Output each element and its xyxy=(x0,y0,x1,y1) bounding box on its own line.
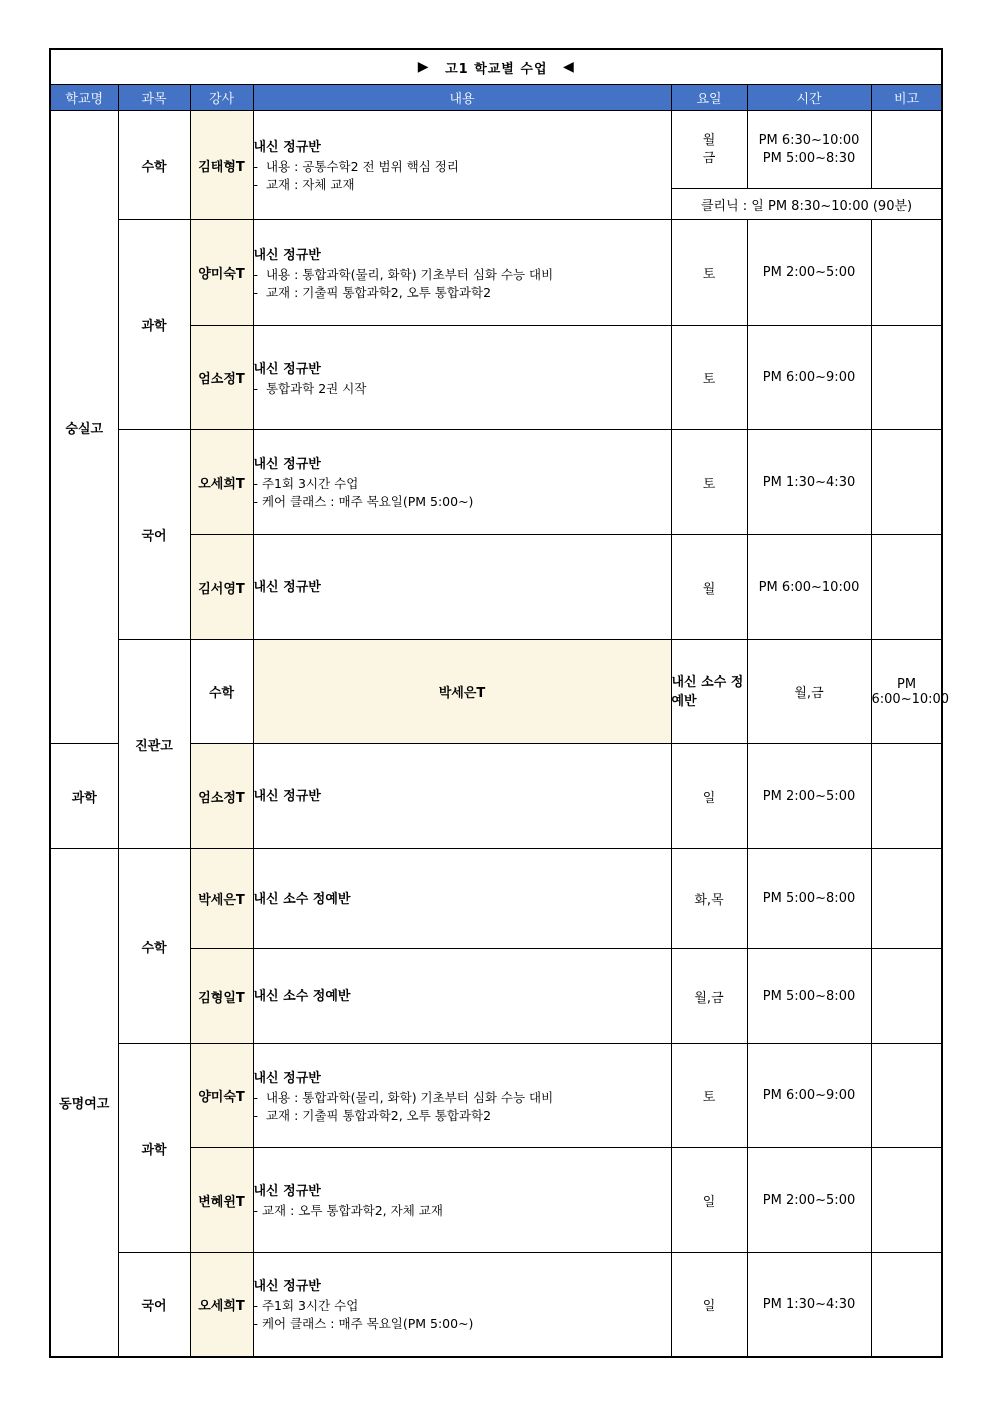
class-day: 화,목 xyxy=(671,849,747,949)
class-time: PM 2:00~5:00 xyxy=(747,744,871,849)
class-content xyxy=(253,849,671,949)
subject-name: 과학 xyxy=(118,1044,190,1253)
class-time: PM 5:00~8:00 xyxy=(747,949,871,1044)
class-day: 일 xyxy=(671,1253,747,1357)
class-time: PM 6:00~9:00 xyxy=(747,326,871,430)
teacher-name: 박세은T xyxy=(190,849,253,949)
class-title: 내신 정규반 xyxy=(253,1184,321,1199)
class-title: 내신 정규반 xyxy=(253,361,321,377)
subject-name: 국어 xyxy=(118,430,190,640)
teacher-name: 박세은T xyxy=(253,640,671,744)
class-time: PM 6:00~10:00 xyxy=(871,640,942,744)
triangle-left-icon: ◀ xyxy=(563,59,575,75)
class-detail: - 교재 : 기출픽 통합과학2, 오투 통합과학2 xyxy=(253,1107,492,1123)
note-cell xyxy=(871,220,942,326)
teacher-name: 양미숙T xyxy=(190,1044,253,1148)
class-time: PM 6:00~9:00 xyxy=(747,1044,871,1148)
clinic-info: 클리닉 : 일 PM 8:30~10:00 (90분) xyxy=(671,189,942,220)
class-title: 내신 정규반 xyxy=(253,140,321,155)
teacher-name: 엄소정T xyxy=(190,326,253,430)
class-content xyxy=(253,535,671,640)
class-detail: - 케어 클래스 : 매주 목요일(PM 5:00~) xyxy=(253,1316,474,1332)
header-subject: 과목 xyxy=(118,85,190,111)
table-row xyxy=(50,220,942,326)
class-day xyxy=(671,111,747,189)
table-row xyxy=(50,1253,942,1357)
class-day: 토 xyxy=(671,1044,747,1148)
class-title: 내신 정규반 xyxy=(253,247,321,263)
class-content xyxy=(253,326,671,430)
note-cell xyxy=(871,1253,942,1357)
class-time: PM 2:00~5:00 xyxy=(747,220,871,326)
table-row xyxy=(50,1044,942,1148)
note-cell xyxy=(871,1044,942,1148)
class-detail: - 내용 : 공통수학2 전 범위 핵심 정리 xyxy=(253,159,459,174)
class-content xyxy=(253,1253,671,1357)
header-note: 비고 xyxy=(871,85,942,111)
teacher-name: 변혜윈T xyxy=(190,1148,253,1253)
day-value: 월 xyxy=(702,132,716,148)
subject-name: 과학 xyxy=(50,744,118,849)
teacher-name: 양미숙T xyxy=(190,220,253,326)
class-time: PM 1:30~4:30 xyxy=(747,1253,871,1357)
note-cell xyxy=(871,430,942,535)
class-detail: - 내용 : 통합과학(물리, 화학) 기초부터 심화 수능 대비 xyxy=(253,266,554,282)
class-content xyxy=(253,220,671,326)
class-detail: - 통합과학 2권 시작 xyxy=(253,380,367,396)
class-title: 내신 정규반 xyxy=(253,789,321,804)
table-row xyxy=(50,640,942,744)
school-name: 진관고 xyxy=(118,640,190,849)
class-day: 월 xyxy=(671,535,747,640)
class-time xyxy=(747,111,871,189)
table-row xyxy=(50,111,942,189)
class-day: 토 xyxy=(671,326,747,430)
time-value: PM 6:30~10:00 xyxy=(758,132,860,148)
class-day: 토 xyxy=(671,430,747,535)
note-cell xyxy=(871,111,942,189)
table-row xyxy=(50,430,942,535)
teacher-name: 오세희T xyxy=(190,1253,253,1357)
subject-name: 수학 xyxy=(190,640,253,744)
note-cell xyxy=(871,744,942,849)
class-day: 토 xyxy=(671,220,747,326)
teacher-name: 김태형T xyxy=(190,111,253,220)
subject-name: 수학 xyxy=(118,849,190,1044)
class-time: PM 2:00~5:00 xyxy=(747,1148,871,1253)
page-title: 고1 학교별 수업 xyxy=(445,61,548,77)
class-content xyxy=(253,430,671,535)
class-content xyxy=(671,640,747,744)
class-title: 내신 정규반 xyxy=(253,1070,321,1086)
class-content xyxy=(253,1044,671,1148)
class-title: 내신 소수 정예반 xyxy=(671,675,744,709)
class-detail: - 내용 : 통합과학(물리, 화학) 기초부터 심화 수능 대비 xyxy=(253,1089,554,1105)
class-time: PM 6:00~10:00 xyxy=(747,535,871,640)
note-cell xyxy=(871,849,942,949)
class-title: 내신 소수 정예반 xyxy=(253,891,351,907)
class-day: 일 xyxy=(671,1148,747,1253)
class-title: 내신 정규반 xyxy=(253,457,321,472)
header-school: 학교명 xyxy=(50,85,118,111)
header-time: 시간 xyxy=(747,85,871,111)
class-day: 월,금 xyxy=(747,640,871,744)
class-detail: - 교재 : 오투 통합과학2, 자체 교재 xyxy=(253,1203,443,1218)
teacher-name: 오세희T xyxy=(190,430,253,535)
class-title: 내신 정규반 xyxy=(253,580,321,595)
header-teacher: 강사 xyxy=(190,85,253,111)
class-content xyxy=(253,111,671,220)
table-title xyxy=(50,49,942,85)
class-detail: - 케어 클래스 : 매주 목요일(PM 5:00~) xyxy=(253,494,474,509)
note-cell xyxy=(871,535,942,640)
class-day: 일 xyxy=(671,744,747,849)
subject-name: 수학 xyxy=(118,111,190,220)
class-content xyxy=(253,1148,671,1253)
class-title: 내신 소수 정예반 xyxy=(253,989,351,1004)
class-detail: - 교재 : 기출픽 통합과학2, 오투 통합과학2 xyxy=(253,284,492,300)
subject-name: 과학 xyxy=(118,220,190,430)
class-time: PM 5:00~8:00 xyxy=(747,849,871,949)
day-value: 금 xyxy=(702,150,716,166)
class-detail: - 주1회 3시간 수업 xyxy=(253,1298,359,1314)
note-cell xyxy=(871,949,942,1044)
class-detail: - 교재 : 자체 교재 xyxy=(253,177,355,192)
class-day: 월,금 xyxy=(671,949,747,1044)
note-cell xyxy=(871,326,942,430)
class-title: 내신 정규반 xyxy=(253,1279,321,1295)
teacher-name: 김형일T xyxy=(190,949,253,1044)
teacher-name: 김서영T xyxy=(190,535,253,640)
class-content xyxy=(253,744,671,849)
teacher-name: 엄소정T xyxy=(190,744,253,849)
class-detail: - 주1회 3시간 수업 xyxy=(253,476,359,491)
school-name: 동명여고 xyxy=(50,849,118,1357)
school-name: 숭실고 xyxy=(50,111,118,744)
schedule-table xyxy=(49,48,950,1358)
header-content: 내용 xyxy=(253,85,671,111)
time-value: PM 5:00~8:30 xyxy=(762,150,856,166)
subject-name: 국어 xyxy=(118,1253,190,1357)
class-time: PM 1:30~4:30 xyxy=(747,430,871,535)
header-row xyxy=(50,85,942,111)
header-day: 요일 xyxy=(671,85,747,111)
class-content xyxy=(253,949,671,1044)
table-row xyxy=(50,849,942,949)
triangle-right-icon: ▶ xyxy=(417,59,430,75)
note-cell xyxy=(871,1148,942,1253)
